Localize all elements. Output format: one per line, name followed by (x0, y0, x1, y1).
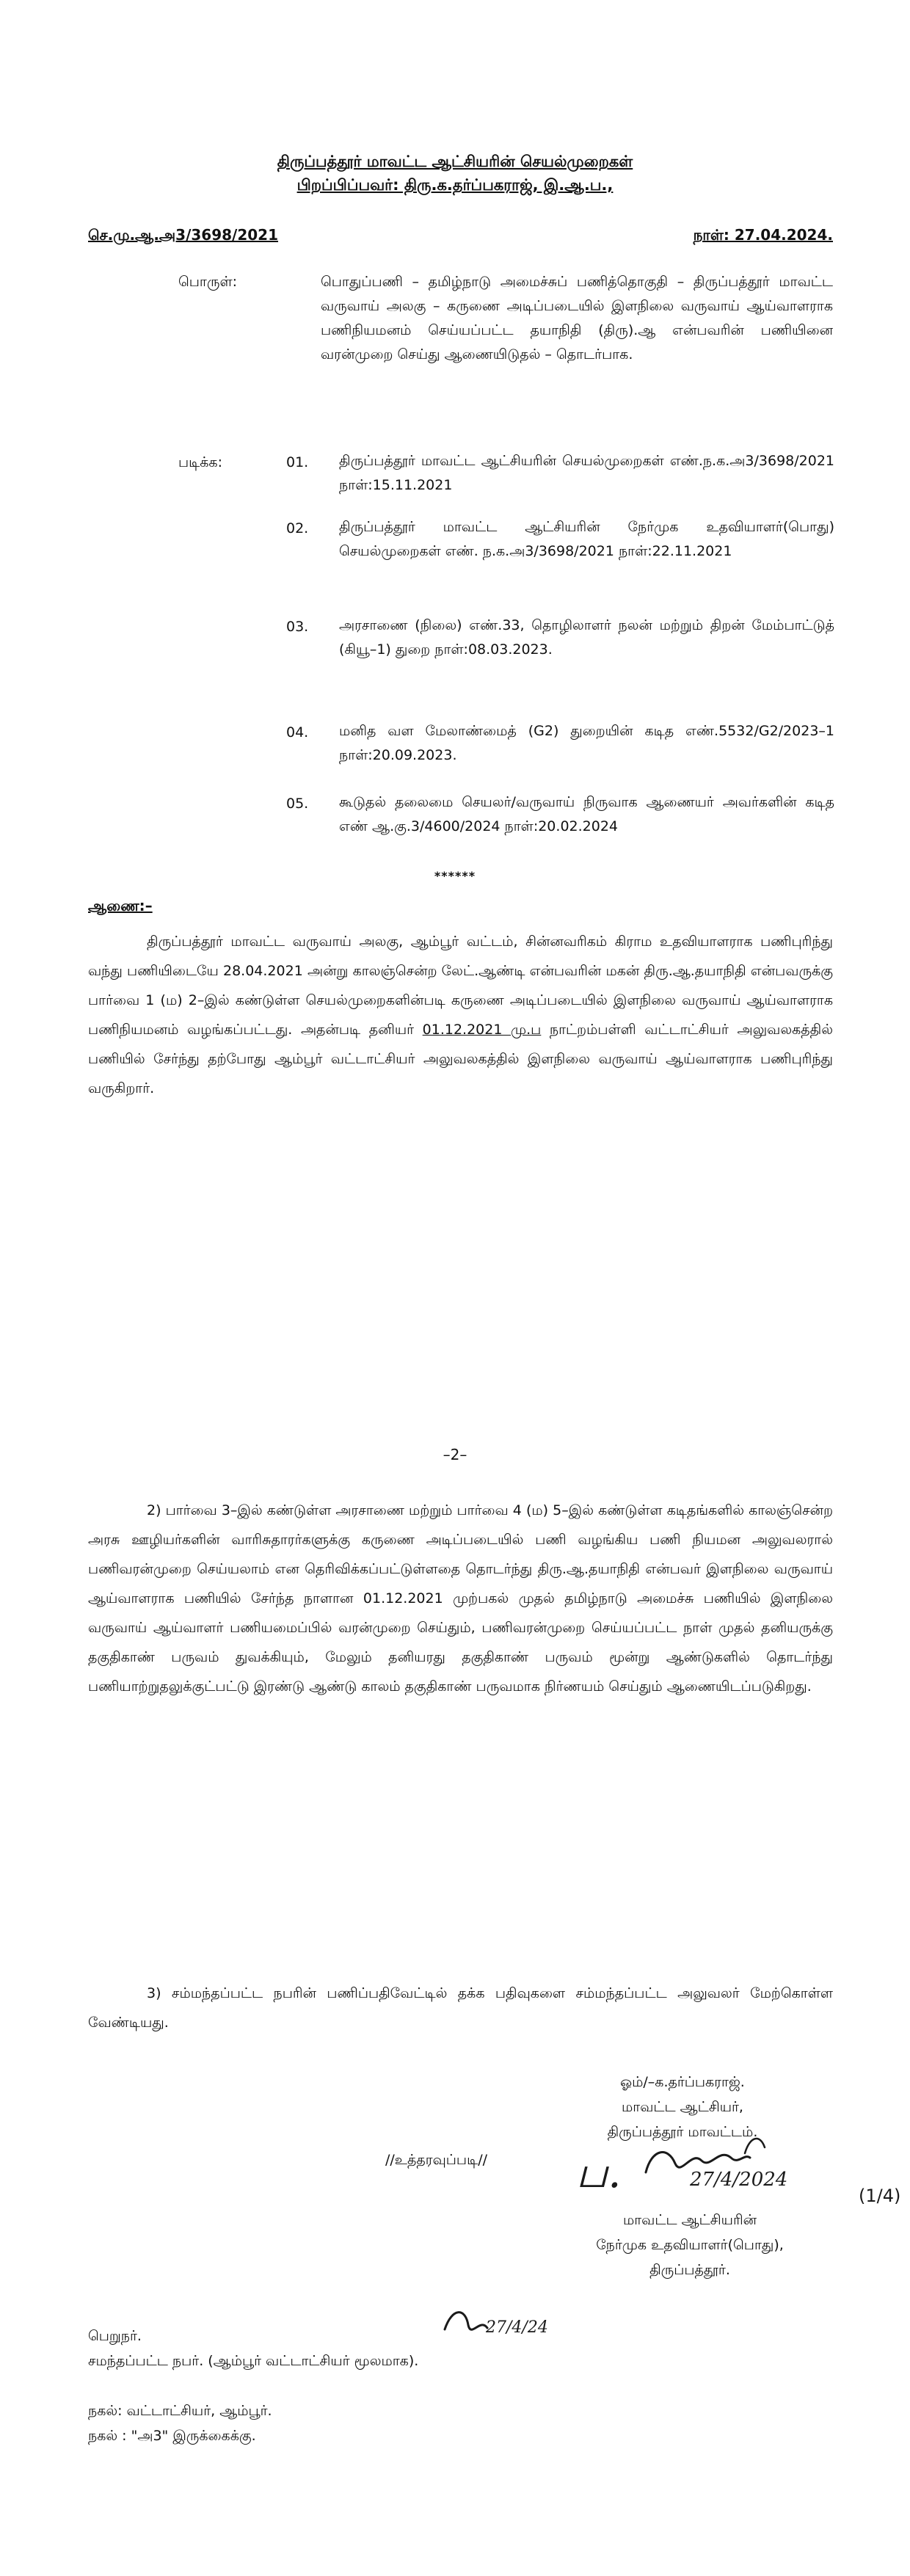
reference-4-number: 04. (286, 724, 309, 741)
copy-2: நகல் : "அ3" இருக்கைக்கு. (88, 2428, 256, 2444)
header-issuer: பிறப்பிப்பவர்: திரு.க.தர்ப்பகராஜ், இ.ஆ.ப., (296, 176, 614, 194)
copy-1: நகல்: வட்டாட்சியர், ஆம்பூர். (88, 2403, 272, 2419)
pa-handwritten-signature (565, 2128, 910, 2209)
reference-2-text: திருப்பத்தூர் மாவட்ட ஆட்சியரின் நேர்முக உதவியாளர்(பொது) செயல்முறைகள் எண். ந.க.அ3/3698/2021 நாள்:22.11.2021 (339, 519, 834, 559)
reference-4-text: மனித வள மேலாண்மைத் (G2) துறையின் கடித எண்.5532/G2/2023–1 நாள்:20.09.2023. (339, 723, 834, 763)
order-paragraph-2: 2) பார்வை 3–இல் கண்டுள்ள அரசாணை மற்றும் பார்வை 4 (ம) 5–இல் கண்டுள்ள கடிதங்களில் காலஞ்சென்ற அரசு ஊழியர்களின் வாரிசுதாரர்களுக்கு கருணை அடிப்படையில் பணி வழங்கிய பணி நியமன அலுவலரால் பணிவரன்முறை செய்யலாம் என தெரிவிக்கப்பட்டுள்ளதை தொடர்ந்து திரு.ஆ.தயாநிதி என்பவர் இளநிலை வருவாய் ஆய்வாளராக பணியில் சேர்ந்த நாளான 01.12.2021 முற்பகல் முதல் தமிழ்நாடு அமைச்சு பணியில் இளநிலை வருவாய் ஆய்வாளர் பணியமைப்பில் வரன்முறை செய்தும், பணிவரன்முறை செய்யப்பட்ட நாள் முதல் தனியருக்கு தகுதிகாண் பருவம் துவக்கியும், மேலும் தனியரது தகுதிகாண் பருவம் மூன்று ஆண்டுகளில் தொடர்ந்து பணியாற்றுதலுக்குட்பட்டு இரண்டு ஆண்டு காலம் தகுதிகாண் பருவமாக நிர்ணயம் செய்தும் ஆணையிடப்படுகிறது. (88, 1502, 833, 1695)
by-order-text: //உத்தரவுப்படி// (385, 2152, 487, 2168)
reference-number: செ.மு.ஆ.அ3/3698/2021 (88, 226, 279, 244)
pa-line-3: திருப்பத்தூர். (649, 2262, 730, 2278)
reference-2-number: 02. (286, 520, 309, 536)
order-paragraph-1-part-b: நாட்றம்பள்ளி வட்டாட்சியர் அலுவலகத்தில் பணியில் சேர்ந்து தற்போது ஆம்பூர் வட்டாட்சியர் அலுவலகத்தில் இளநிலை வருவாய் ஆய்வாளராக பணிபுரிந்து வருகிறார். (88, 1022, 833, 1096)
pa-designation-block (547, 2208, 833, 2282)
joining-date-underlined: 01.12.2021 மு.ப (422, 1022, 542, 1038)
reference-3-number: 03. (286, 619, 309, 635)
reference-1-number: 01. (286, 454, 309, 470)
order-date: நாள்: 27.04.2024. (693, 226, 833, 244)
reference-5-text: கூடுதல் தலைமை செயலர்/வருவாய் நிருவாக ஆணையர் அவர்களின் கடித எண் ஆ.கு.3/4600/2024 நாள்:20.02.2024 (339, 794, 834, 834)
pa-line-1: மாவட்ட ஆட்சியரின் (622, 2212, 757, 2228)
reference-3-text: அரசாணை (நிலை) எண்.33, தொழிலாளர் நலன் மற்றும் திறன் மேம்பாட்டுத் (கியூ–1) துறை நாள்:08.03.2023. (339, 617, 834, 658)
recipient-line: சமந்தப்பட்ட நபர். (ஆம்பூர் வட்டாட்சியர் மூலமாக). (88, 2353, 419, 2369)
references-label: படிக்க: (178, 454, 222, 470)
recipient-initial-signature (440, 2303, 580, 2347)
collector-name: ஓம்/–க.தர்ப்பகராஜ். (620, 2074, 745, 2090)
page-2 (0, 1292, 910, 2576)
reference-separator: ****** (434, 869, 476, 883)
order-paragraph-1-part-a: திருப்பத்தூர் மாவட்ட வருவாய் அலகு, ஆம்பூர் வட்டம், சின்னவரிகம் கிராம உதவியாளராக பணிபுரிந்து வந்து பணியிடையே 28.04.2021 அன்று காலஞ்சென்ற லேட்.ஆண்டி என்பவரின் மகன் திரு.ஆ.தயாநிதி என்பவருக்கு பார்வை 1 (ம) 2–இல் கண்டுள்ள செயல்முறைகளின்படி கருணை அடிப்படையில் இளநிலை வருவாய் ஆய்வாளராக பணிநியமனம் வழங்கப்பட்டது. அதன்படி தனியர் (88, 934, 833, 1038)
pa-signature-date: 27/4/2024 (690, 2169, 788, 2191)
pa-line-2: நேர்முக உதவியாளர்(பொது), (596, 2237, 784, 2253)
order-heading: ஆணை:– (88, 897, 153, 914)
collector-designation: மாவட்ட ஆட்சியர், (622, 2099, 743, 2115)
reference-5-number: 05. (286, 796, 309, 812)
pa-page-note: (1/4) (859, 2186, 901, 2206)
order-paragraph-1 (88, 927, 833, 1103)
order-paragraph-3: 3) சம்மந்தப்பட்ட நபரின் பணிப்பதிவேட்டில் தக்க பதிவுகளை சம்மந்தப்பட்ட அலுவலர் மேற்கொள்ள வேண்டியது. (88, 1985, 833, 2031)
subject-label: பொருள்: (178, 274, 238, 290)
subject-text: பொதுப்பணி – தமிழ்நாடு அமைச்சுப் பணித்தொகுதி – திருப்பத்தூர் மாவட்ட வருவாய் அலகு – கருணை அடிப்படையில் இளநிலை வருவாய் ஆய்வாளராக பணிநியமனம் செய்யப்பட்ட தயாநிதி (திரு).ஆ என்பவரின் பணியினை வரன்முறை செய்து ஆணையிடுதல் – தொடர்பாக. (321, 274, 833, 363)
page-number: –2– (443, 1446, 467, 1463)
recipient-label: பெறுநர். (88, 2328, 142, 2344)
reference-1-text: திருப்பத்தூர் மாவட்ட ஆட்சியரின் செயல்முறைகள் எண்.ந.க.அ3/3698/2021 நாள்:15.11.2021 (339, 453, 834, 493)
collector-district: திருப்பத்தூர் மாவட்டம். (607, 2124, 758, 2140)
recipient-initial-date: 27/4/24 (486, 2318, 548, 2337)
pa-signature-initial: ப. (576, 2147, 622, 2197)
header-title: திருப்பத்தூர் மாவட்ட ஆட்சியரின் செயல்முறைகள் (277, 153, 633, 170)
